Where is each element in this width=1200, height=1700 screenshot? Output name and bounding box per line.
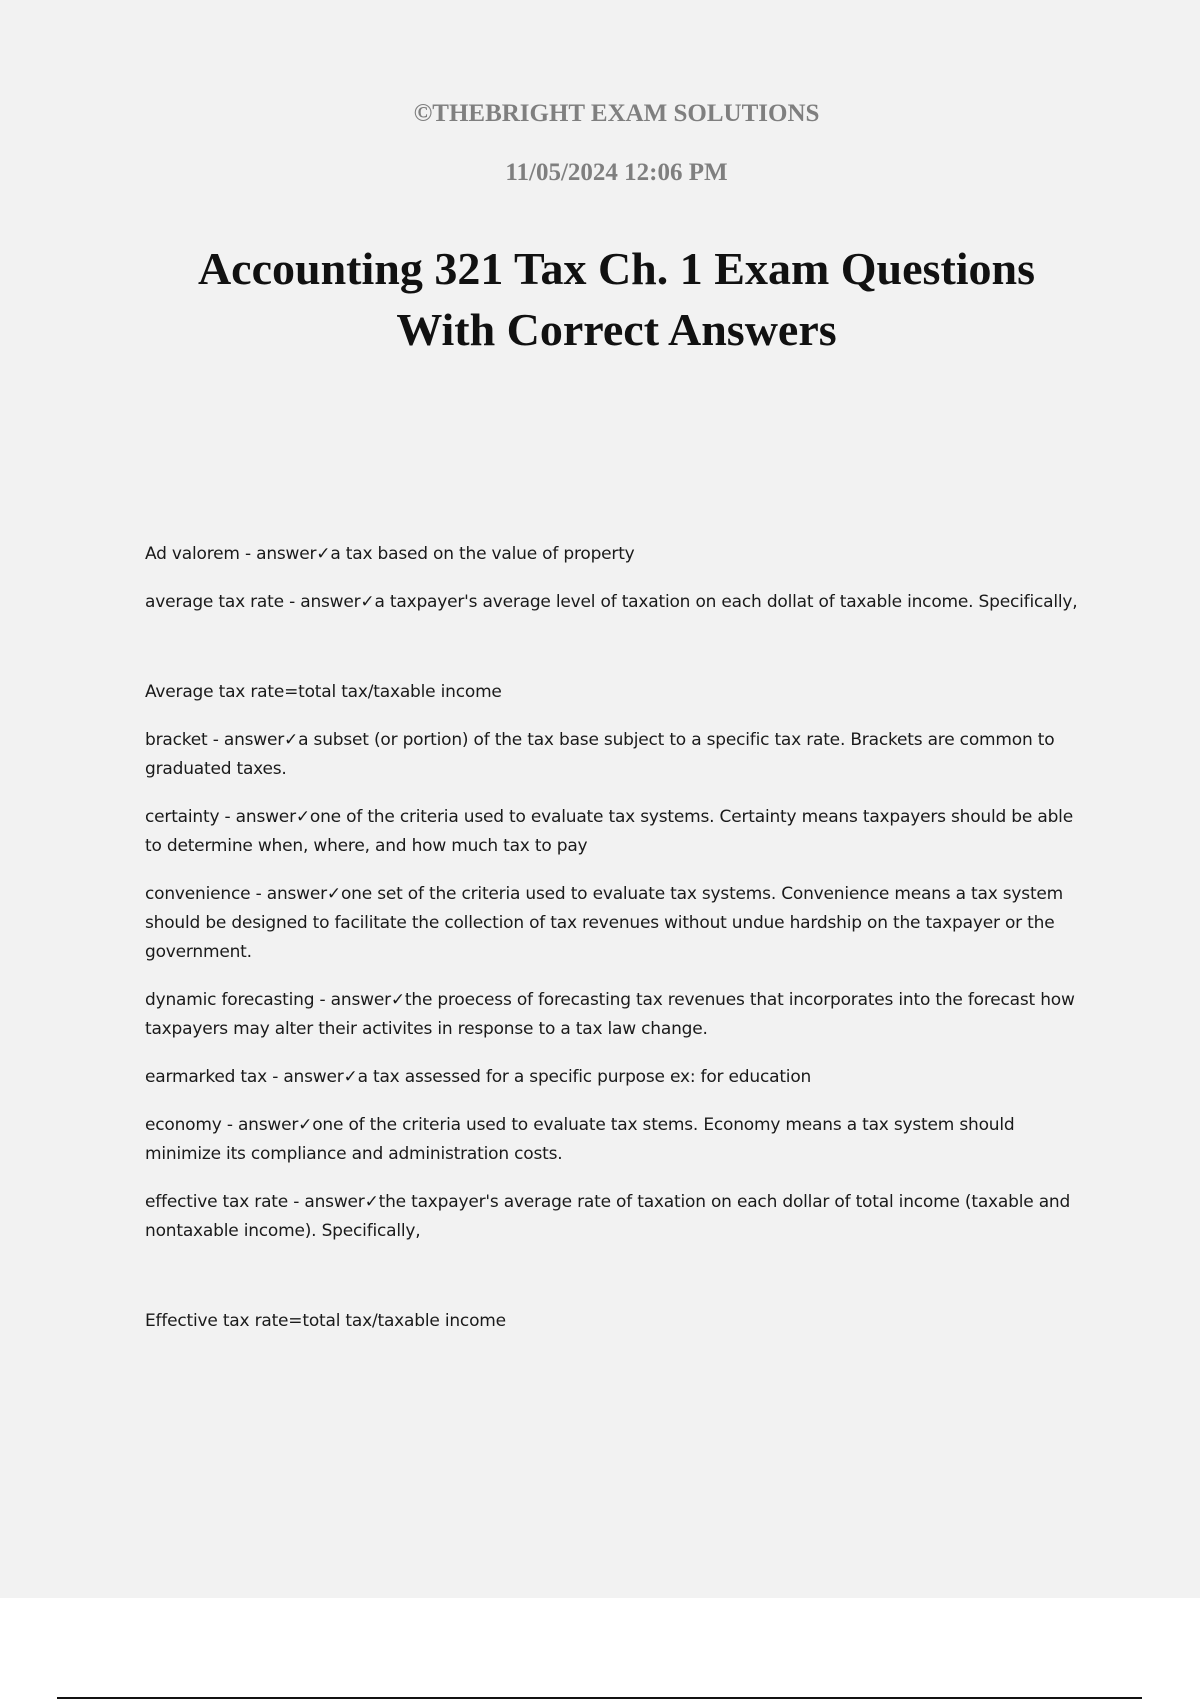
entry-spacer — [145, 636, 1085, 678]
answer-marker: answer✓ — [237, 1115, 313, 1135]
entry-term: dynamic forecasting — [145, 990, 315, 1010]
title-line-1: Accounting 321 Tax Ch. 1 Exam Questions — [197, 243, 1036, 294]
glossary-entry: economy - answer✓one of the criteria used to evaluate tax stems. Economy means a tax system should minimize its compliance and administration costs. — [145, 1115, 1015, 1164]
answer-marker: answer✓ — [223, 730, 299, 750]
entry-definition: the proecess of forecasting tax revenues that incorporates into the forecast how taxpayers may alter their activites in response to a tax law change. — [145, 990, 1075, 1039]
entry-term: effective tax rate — [145, 1192, 289, 1212]
answer-marker: answer✓ — [235, 807, 310, 827]
glossary-entry: dynamic forecasting - answer✓the proecess of forecasting tax revenues that incorporates into the forecast how taxpayers may alter their activites in response to a tax law change. — [145, 990, 1075, 1039]
print-timestamp: 11/05/2024 12:06 PM — [505, 159, 728, 186]
entry-term: average tax rate — [145, 592, 284, 612]
entry-term: bracket — [145, 730, 208, 750]
entry-term: Ad valorem — [145, 544, 240, 564]
glossary-entry: effective tax rate - answer✓the taxpayer's average rate of taxation on each dollar of total income (taxable and nontaxable income). Specifically, — [145, 1192, 1071, 1241]
glossary-entry: earmarked tax - answer✓a tax assessed for a specific purpose ex: for education — [145, 1067, 812, 1087]
entry-term: earmarked tax — [145, 1067, 267, 1087]
entry-spacer — [145, 1265, 1085, 1307]
brand-watermark: ©THEBRIGHT EXAM SOLUTIONS — [413, 100, 820, 127]
entry-definition: one of the criteria used to evaluate tax systems. Certainty means taxpayers should be able to determine when, where, and how much tax to pay — [145, 807, 1073, 856]
formula-line: Average tax rate=total tax/taxable income — [145, 682, 502, 702]
entry-term: certainty — [145, 807, 220, 827]
answer-marker: answer✓ — [283, 1067, 358, 1087]
entry-definition: a taxpayer's average level of taxation on each dollat of taxable income. Specifically, — [374, 592, 1078, 612]
glossary-entry: bracket - answer✓a subset (or portion) of the tax base subject to a specific tax rate. Brackets are common to graduated taxes. — [145, 730, 1055, 779]
answer-marker: answer✓ — [266, 884, 341, 904]
footer-divider — [57, 1697, 1142, 1699]
entry-definition: a tax based on the value of property — [330, 544, 635, 564]
answer-marker: answer✓ — [256, 544, 331, 564]
entry-definition: one of the criteria used to evaluate tax stems. Economy means a tax system should minimize its compliance and administration costs. — [145, 1115, 1015, 1164]
title-line-2: With Correct Answers — [396, 304, 837, 355]
formula-line: Effective tax rate=total tax/taxable income — [145, 1311, 506, 1331]
answer-marker: answer✓ — [304, 1192, 379, 1212]
entry-definition: one set of the criteria used to evaluate tax systems. Convenience means a tax system should be designed to facilitate the collection of tax revenues without undue hardship on the taxpayer or the government. — [145, 884, 1064, 962]
entry-term: convenience — [145, 884, 251, 904]
answer-marker: answer✓ — [330, 990, 405, 1010]
entry-definition: the taxpayer's average rate of taxation on each dollar of total income (taxable and nontaxable income). Specifically, — [145, 1192, 1071, 1241]
entry-term: economy — [145, 1115, 222, 1135]
entry-definition: a tax assessed for a specific purpose ex: for education — [357, 1067, 812, 1087]
page-title — [0, 238, 1200, 360]
glossary-list — [145, 540, 1085, 1355]
glossary-entry: certainty - answer✓one of the criteria used to evaluate tax systems. Certainty means taxpayers should be able to determine when, where, and how much tax to pay — [145, 807, 1073, 856]
entry-definition: a subset (or portion) of the tax base subject to a specific tax rate. Brackets are common to graduated taxes. — [145, 730, 1055, 779]
glossary-entry: convenience - answer✓one set of the criteria used to evaluate tax systems. Convenience means a tax system should be designed to facilitate the collection of tax revenues without undue hardship on the taxpayer or the government. — [145, 884, 1064, 962]
glossary-entry: average tax rate - answer✓a taxpayer's average level of taxation on each dollat of taxable income. Specifically, — [145, 592, 1078, 612]
glossary-entry: Ad valorem - answer✓a tax based on the value of property — [145, 544, 635, 564]
answer-marker: answer✓ — [300, 592, 375, 612]
